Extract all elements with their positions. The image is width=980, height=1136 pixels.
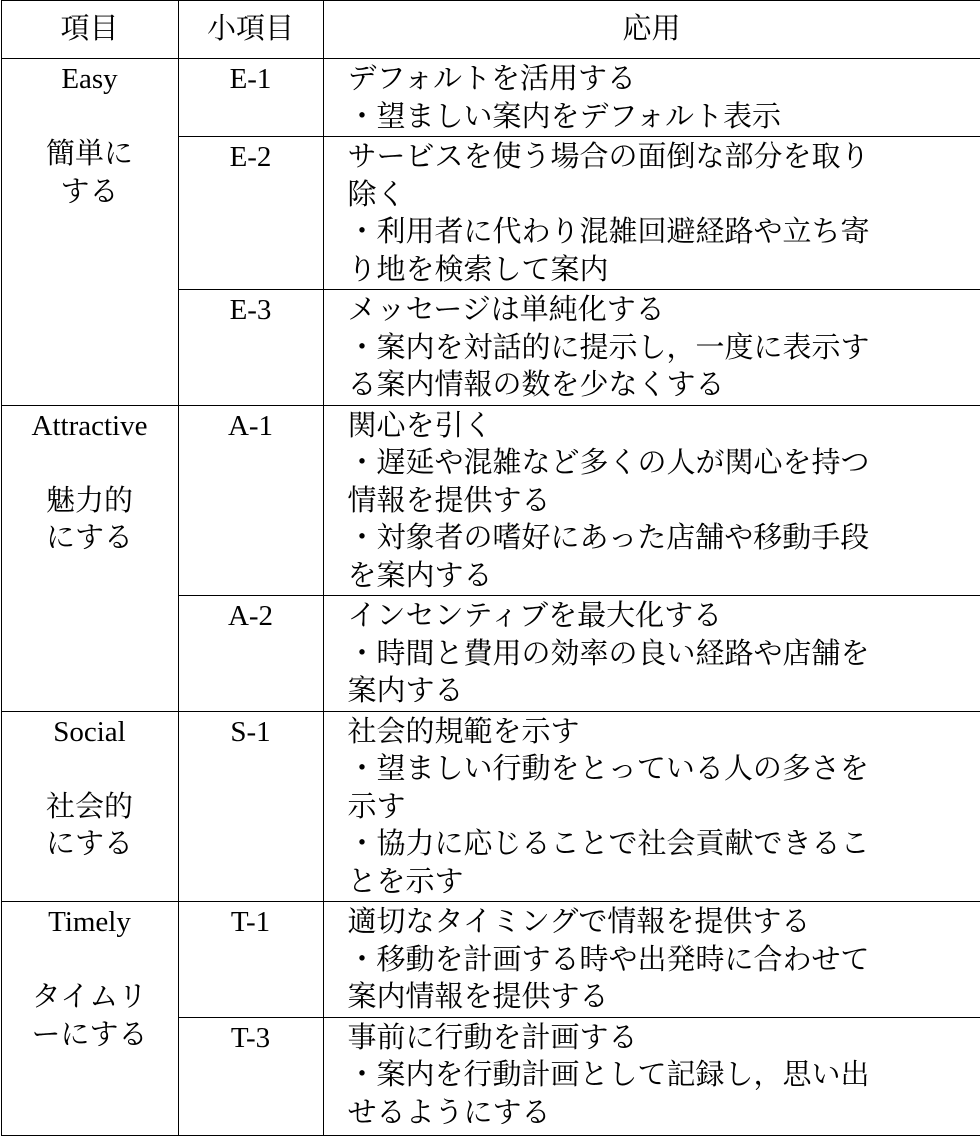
application-line: る案内情報の数を少なくする — [348, 367, 980, 405]
subitem-cell — [178, 596, 323, 712]
subitem-cell — [178, 59, 323, 137]
table-body — [1, 59, 980, 1136]
group-name-en: Attractive — [2, 408, 178, 446]
application-line: ・望ましい案内をデフォルト表示 — [348, 99, 980, 137]
application-line: を案内する — [348, 558, 980, 596]
application-line: サービスを使う場合の面倒な部分を取り — [348, 139, 980, 177]
application-line: り地を検索して案内 — [348, 252, 980, 290]
subitem-id: E-2 — [179, 139, 323, 177]
principles-table — [1, 0, 980, 1136]
table-row — [1, 711, 980, 902]
group-cell — [1, 59, 178, 406]
application-cell — [323, 137, 980, 290]
application-cell — [323, 405, 980, 596]
subitem-id: T-3 — [179, 1020, 323, 1058]
subitem-id: A-2 — [179, 598, 323, 636]
subitem-cell — [178, 902, 323, 1018]
group-cell — [1, 405, 178, 711]
group-name-en: Timely — [2, 904, 178, 942]
application-line: とを示す — [348, 864, 980, 902]
application-line: ・望ましい行動をとっている人の多さを — [348, 751, 980, 789]
subitem-id: S-1 — [179, 714, 323, 752]
subitem-cell — [178, 711, 323, 902]
application-line: メッセージは単純化する — [348, 292, 980, 330]
header-item: 項目 — [1, 1, 178, 59]
header-row — [1, 1, 980, 59]
application-line: ・移動を計画する時や出発時に合わせて — [348, 942, 980, 980]
group-name-en: Easy — [2, 61, 178, 99]
application-cell — [323, 596, 980, 712]
application-line: ・利用者に代わり混雑回避経路や立ち寄 — [348, 214, 980, 252]
group-name-ja: 魅力的 — [2, 483, 178, 521]
header-subitem: 小項目 — [178, 1, 323, 59]
subitem-cell — [178, 1017, 323, 1135]
application-line: インセンティブを最大化する — [348, 598, 980, 636]
table-row — [1, 902, 980, 1018]
application-line: ・対象者の嗜好にあった店舗や移動手段 — [348, 520, 980, 558]
application-cell — [323, 290, 980, 406]
subitem-id: A-1 — [179, 408, 323, 446]
application-line: 適切なタイミングで情報を提供する — [348, 904, 980, 942]
subitem-id: E-1 — [179, 61, 323, 99]
subitem-cell — [178, 290, 323, 406]
application-line: 案内情報を提供する — [348, 979, 980, 1017]
group-cell — [1, 711, 178, 902]
application-cell — [323, 59, 980, 137]
application-cell — [323, 1017, 980, 1135]
application-line: ・協力に応じることで社会貢献できるこ — [348, 826, 980, 864]
group-name-ja: 社会的 — [2, 789, 178, 827]
table-row — [1, 59, 980, 137]
application-line: ・案内を行動計画として記録し，思い出 — [348, 1057, 980, 1095]
application-line: 除く — [348, 177, 980, 215]
table-row — [1, 405, 980, 596]
application-line: 情報を提供する — [348, 483, 980, 521]
application-cell — [323, 711, 980, 902]
group-name-ja: する — [2, 174, 178, 212]
application-line: 関心を引く — [348, 408, 980, 446]
application-line: ・遅延や混雑など多くの人が関心を持つ — [348, 445, 980, 483]
subitem-cell — [178, 405, 323, 596]
group-name-ja: にする — [2, 826, 178, 864]
subitem-id: E-3 — [179, 292, 323, 330]
application-line: 事前に行動を計画する — [348, 1020, 980, 1058]
group-name-ja: にする — [2, 520, 178, 558]
group-name-ja: タイムリ — [2, 979, 178, 1017]
application-line: ・時間と費用の効率の良い経路や店舗を — [348, 636, 980, 674]
application-line: せるようにする — [348, 1095, 980, 1133]
application-cell — [323, 902, 980, 1018]
subitem-id: T-1 — [179, 904, 323, 942]
application-line: 社会的規範を示す — [348, 714, 980, 752]
subitem-cell — [178, 137, 323, 290]
group-cell — [1, 902, 178, 1136]
application-line: 示す — [348, 789, 980, 827]
group-name-en: Social — [2, 714, 178, 752]
application-line: 案内する — [348, 673, 980, 711]
application-line: デフォルトを活用する — [348, 61, 980, 99]
application-line: ・案内を対話的に提示し，一度に表示す — [348, 330, 980, 368]
group-name-ja: 簡単に — [2, 136, 178, 174]
group-name-ja: ーにする — [2, 1017, 178, 1055]
header-application: 応用 — [323, 1, 980, 59]
